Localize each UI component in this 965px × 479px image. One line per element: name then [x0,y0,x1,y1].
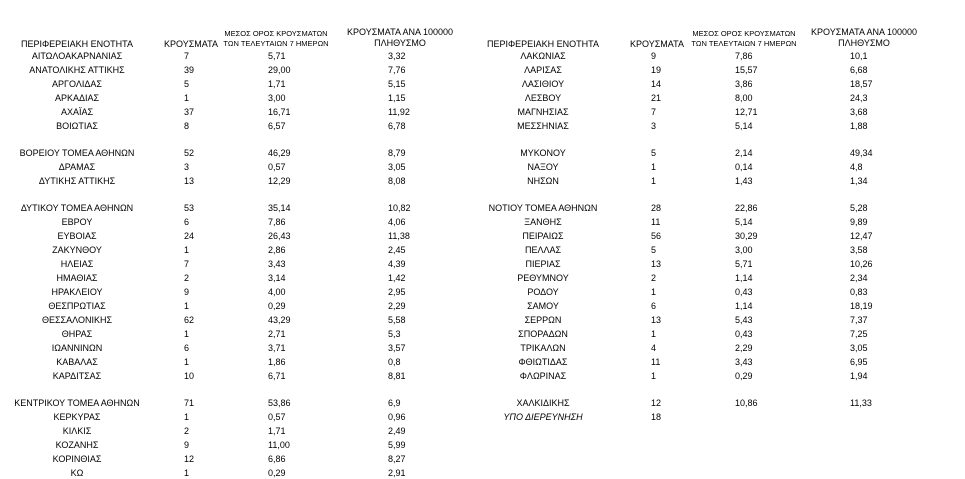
left-row-avg-cell: 3,00 [268,93,286,103]
right-row-avg-cell: 5,14 [735,121,753,131]
left-row-name-cell: ΔΥΤΙΚΟΥ ΤΟΜΕΑ ΑΘΗΝΩΝ [20,203,134,213]
right-row-name-cell: ΣΕΡΡΩΝ [524,315,562,325]
right-header-avg-line2: ΤΩΝ ΤΕΛΕΥΤΑΙΩΝ 7 ΗΜΕΡΩΝ [691,39,797,48]
right-row-per-cell: 3,58 [850,245,868,255]
right-header-avg [690,29,798,49]
right-row-name-cell: ΦΘΙΩΤΙΔΑΣ [518,357,568,367]
left-row-cases-cell: 52 [184,148,195,158]
left-row-per-cell: 8,27 [388,454,406,464]
right-row-per-cell: 6,95 [850,357,868,367]
left-row-cases-cell: 6 [184,217,190,227]
left-row-avg-cell: 46,29 [268,148,291,158]
left-row-cases-cell: 1 [184,301,190,311]
left-row-name-cell: ΚΑΒΑΛΑΣ [56,357,98,367]
left-row-per-cell: 1,42 [388,273,406,283]
left-row-name-cell: ΚΙΛΚΙΣ [62,426,92,436]
right-row-per-cell: 1,34 [850,176,868,186]
right-row-cases-cell: 13 [651,315,662,325]
left-row-avg-cell: 1,86 [268,357,286,367]
left-row-cases-cell: 1 [184,468,190,478]
left-row-cases-cell: 12 [184,454,195,464]
left-row-avg-cell: 43,29 [268,315,291,325]
right-row-cases-cell: 1 [651,162,657,172]
right-row-per-cell: 7,37 [850,315,868,325]
left-row-cases-cell: 3 [184,162,190,172]
right-row-avg-cell: 1,43 [735,176,753,186]
right-row-name-cell: ΝΑΞΟΥ [527,162,559,172]
right-row-avg-cell: 3,86 [735,79,753,89]
left-row-per-cell: 2,49 [388,426,406,436]
right-header-avg-line1: ΜΕΣΟΣ ΟΡΟΣ ΚΡΟΥΣΜΑΤΩΝ [692,29,796,38]
left-row-avg-cell: 0,29 [268,468,286,478]
right-row-cases-cell: 11 [651,357,661,367]
left-row-per-cell: 2,45 [388,245,406,255]
right-row-per-cell: 0,83 [850,287,868,297]
left-row-avg-cell: 2,71 [268,329,286,339]
left-row-avg-cell: 6,71 [268,371,286,381]
left-row-per-cell: 4,39 [388,259,406,269]
right-row-avg-cell: 1,14 [735,301,753,311]
left-row-per-cell: 5,58 [388,315,406,325]
left-row-name-cell: ΖΑΚΥΝΘΟΥ [52,245,102,255]
left-row-name-cell: ΕΥΒΟΙΑΣ [57,231,97,241]
left-row-per-cell: 8,79 [388,148,406,158]
left-row-cases-cell: 1 [184,329,190,339]
left-row-name-cell: ΑΧΑΪΑΣ [60,107,94,117]
left-header-per-line2: ΠΛΗΘΥΣΜΟ [374,38,426,48]
right-row-cases-cell: 1 [651,176,657,186]
right-row-cases-cell: 14 [651,79,662,89]
right-header-region: ΠΕΡΙΦΕΡΕΙΑΚΗ ΕΝΟΤΗΤΑ [486,39,600,49]
right-row-avg-cell: 10,86 [735,398,758,408]
left-header-avg-line1: ΜΕΣΟΣ ΟΡΟΣ ΚΡΟΥΣΜΑΤΩΝ [224,29,328,38]
left-row-per-cell: 10,82 [388,203,411,213]
right-header-cases: ΚΡΟΥΣΜΑΤΑ [630,39,684,49]
left-row-avg-cell: 4,00 [268,287,286,297]
right-row-cases-cell: 56 [651,231,662,241]
left-row-cases-cell: 71 [184,398,195,408]
right-row-name-cell: ΧΑΛΚΙΔΙΚΗΣ [516,398,570,408]
left-row-avg-cell: 3,14 [268,273,286,283]
right-row-per-cell: 24,3 [850,93,868,103]
right-row-cases-cell: 18 [651,412,662,422]
left-row-cases-cell: 1 [184,93,190,103]
left-row-name-cell: ΘΗΡΑΣ [61,329,93,339]
right-row-cases-cell: 21 [651,93,662,103]
left-row-cases-cell: 39 [184,65,195,75]
left-row-name-cell: ΑΙΤΩΛΟΑΚΑΡΝΑΝΙΑΣ [31,51,123,61]
right-row-name-cell: ΡΟΔΟΥ [527,287,559,297]
left-row-avg-cell: 3,71 [268,343,286,353]
left-row-per-cell: 11,38 [388,231,410,241]
left-row-per-cell: 11,92 [388,107,410,117]
right-row-name-cell: ΥΠΟ ΔΙΕΡΕΥΝΗΣΗ [503,412,583,422]
left-row-name-cell: ΚΟΖΑΝΗΣ [55,440,99,450]
right-row-name-cell: ΣΠΟΡΑΔΩΝ [518,329,568,339]
right-row-name-cell: ΝΟΤΙΟΥ ΤΟΜΕΑ ΑΘΗΝΩΝ [488,203,598,213]
left-row-per-cell: 0,8 [388,357,401,367]
right-row-avg-cell: 7,86 [735,51,753,61]
right-row-name-cell: ΠΙΕΡΙΑΣ [525,259,561,269]
right-row-cases-cell: 19 [651,65,662,75]
right-row-cases-cell: 1 [651,329,657,339]
left-header-region: ΠΕΡΙΦΕΡΕΙΑΚΗ ΕΝΟΤΗΤΑ [20,39,134,49]
right-header-per-line1: ΚΡΟΥΣΜΑΤΑ ΑΝΑ 100000 [811,27,917,37]
right-row-name-cell: ΣΑΜΟΥ [527,301,559,311]
left-header-cases: ΚΡΟΥΣΜΑΤΑ [164,39,218,49]
right-row-avg-cell: 8,00 [735,93,753,103]
left-row-avg-cell: 0,57 [268,162,286,172]
right-row-per-cell: 7,25 [850,329,868,339]
left-row-name-cell: ΚΩ [70,468,84,478]
right-row-avg-cell: 3,00 [735,245,753,255]
left-row-name-cell: ΚΕΡΚΥΡΑΣ [53,412,101,422]
right-row-name-cell: ΛΑΚΩΝΙΑΣ [520,51,566,61]
right-row-avg-cell: 3,43 [735,357,753,367]
left-row-avg-cell: 1,71 [268,426,286,436]
right-row-avg-cell: 22,86 [735,203,758,213]
left-row-avg-cell: 16,71 [268,107,291,117]
right-row-name-cell: ΝΗΣΩΝ [527,176,559,186]
left-row-name-cell: ΑΝΑΤΟΛΙΚΗΣ ΑΤΤΙΚΗΣ [29,65,125,75]
right-row-per-cell: 5,28 [850,203,868,213]
right-row-avg-cell: 15,57 [735,65,758,75]
right-row-cases-cell: 13 [651,259,662,269]
left-row-name-cell: ΚΕΝΤΡΙΚΟΥ ΤΟΜΕΑ ΑΘΗΝΩΝ [14,398,140,408]
left-row-cases-cell: 37 [184,107,195,117]
left-row-per-cell: 5,99 [388,440,406,450]
right-row-cases-cell: 3 [651,121,657,131]
left-header-per [342,27,458,49]
left-row-name-cell: ΘΕΣΣΑΛΟΝΙΚΗΣ [41,315,113,325]
left-row-name-cell: ΚΟΡΙΝΘΙΑΣ [52,454,102,464]
left-row-name-cell: ΑΡΚΑΔΙΑΣ [54,93,100,103]
right-row-name-cell: ΛΑΡΙΣΑΣ [524,65,562,75]
right-row-name-cell: ΛΕΣΒΟΥ [524,93,562,103]
left-row-cases-cell: 10 [184,371,195,381]
left-row-avg-cell: 26,43 [268,231,291,241]
right-row-per-cell: 4,8 [850,162,863,172]
left-row-per-cell: 6,9 [388,398,401,408]
left-row-name-cell: ΙΩΑΝΝΙΝΩΝ [51,343,103,353]
right-row-cases-cell: 7 [651,107,657,117]
left-row-cases-cell: 53 [184,203,195,213]
left-row-per-cell: 6,78 [388,121,406,131]
right-row-per-cell: 10,1 [850,51,868,61]
right-row-per-cell: 3,05 [850,343,868,353]
left-row-per-cell: 7,76 [388,65,406,75]
right-row-per-cell: 9,89 [850,217,868,227]
right-row-cases-cell: 1 [651,371,657,381]
right-row-name-cell: ΡΕΘΥΜΝΟΥ [517,273,569,283]
right-row-name-cell: ΜΑΓΝΗΣΙΑΣ [517,107,569,117]
right-row-cases-cell: 5 [651,148,657,158]
left-row-cases-cell: 13 [184,176,195,186]
left-row-name-cell: ΗΡΑΚΛΕΙΟΥ [51,287,103,297]
left-row-per-cell: 5,3 [388,329,401,339]
left-row-cases-cell: 5 [184,79,190,89]
left-row-avg-cell: 1,71 [268,79,286,89]
right-row-avg-cell: 12,71 [735,107,758,117]
left-row-cases-cell: 9 [184,440,190,450]
right-row-cases-cell: 5 [651,245,657,255]
right-row-avg-cell: 1,14 [735,273,753,283]
left-row-avg-cell: 6,86 [268,454,286,464]
right-row-per-cell: 49,34 [850,148,873,158]
right-row-cases-cell: 9 [651,51,657,61]
left-row-cases-cell: 6 [184,343,190,353]
right-row-name-cell: ΛΑΣΙΘΙΟΥ [521,79,565,89]
right-row-per-cell: 3,68 [850,107,868,117]
right-header-per-line2: ΠΛΗΘΥΣΜΟ [838,38,890,48]
left-row-avg-cell: 12,29 [268,176,291,186]
left-row-cases-cell: 8 [184,121,190,131]
left-row-per-cell: 8,81 [388,371,406,381]
right-row-avg-cell: 0,29 [735,371,753,381]
right-row-per-cell: 12,47 [850,231,873,241]
left-row-avg-cell: 11,00 [268,440,290,450]
right-row-per-cell: 6,68 [850,65,868,75]
right-row-per-cell: 18,19 [850,301,873,311]
left-row-name-cell: ΔΡΑΜΑΣ [58,162,96,172]
left-row-avg-cell: 5,71 [268,51,286,61]
left-row-per-cell: 8,08 [388,176,406,186]
right-row-per-cell: 1,94 [850,371,868,381]
right-row-avg-cell: 2,29 [735,343,753,353]
right-row-cases-cell: 6 [651,301,657,311]
right-row-cases-cell: 2 [651,273,657,283]
left-row-avg-cell: 29,00 [268,65,291,75]
left-row-name-cell: ΕΒΡΟΥ [61,217,93,227]
left-row-per-cell: 1,15 [388,93,406,103]
left-row-name-cell: ΘΕΣΠΡΩΤΙΑΣ [48,301,106,311]
left-row-avg-cell: 0,29 [268,301,286,311]
left-row-avg-cell: 7,86 [268,217,286,227]
right-header-per [806,27,922,49]
left-row-cases-cell: 7 [184,259,190,269]
left-row-per-cell: 2,95 [388,287,406,297]
right-row-avg-cell: 0,43 [735,329,753,339]
right-row-cases-cell: 11 [651,217,661,227]
right-row-name-cell: ΠΕΛΛΑΣ [524,245,562,255]
right-row-cases-cell: 4 [651,343,657,353]
left-row-per-cell: 3,57 [388,343,406,353]
left-row-name-cell: ΗΛΕΙΑΣ [60,259,94,269]
right-row-cases-cell: 1 [651,287,657,297]
right-row-name-cell: ΤΡΙΚΑΛΩΝ [520,343,566,353]
left-row-cases-cell: 24 [184,231,195,241]
right-row-name-cell: ΜΕΣΣΗΝΙΑΣ [517,121,569,131]
right-row-name-cell: ΠΕΙΡΑΙΩΣ [522,231,564,241]
left-row-name-cell: ΒΟΙΩΤΙΑΣ [56,121,98,131]
right-row-cases-cell: 12 [651,398,662,408]
right-row-avg-cell: 2,14 [735,148,753,158]
left-row-name-cell: ΔΥΤΙΚΗΣ ΑΤΤΙΚΗΣ [38,176,116,186]
left-row-cases-cell: 1 [184,412,190,422]
right-row-per-cell: 11,33 [850,398,872,408]
left-row-cases-cell: 1 [184,357,190,367]
left-row-per-cell: 2,29 [388,301,406,311]
right-row-avg-cell: 5,71 [735,259,753,269]
left-row-per-cell: 4,06 [388,217,406,227]
right-row-cases-cell: 28 [651,203,662,213]
left-row-cases-cell: 2 [184,273,190,283]
left-row-cases-cell: 62 [184,315,195,325]
left-row-name-cell: ΒΟΡΕΙΟΥ ΤΟΜΕΑ ΑΘΗΝΩΝ [19,148,135,158]
left-row-per-cell: 3,32 [388,51,406,61]
left-row-per-cell: 2,91 [388,468,406,478]
left-row-avg-cell: 6,57 [268,121,286,131]
right-row-name-cell: ΞΑΝΘΗΣ [524,217,562,227]
left-row-per-cell: 0,96 [388,412,406,422]
left-row-name-cell: ΑΡΓΟΛΙΔΑΣ [52,79,102,89]
right-row-avg-cell: 0,43 [735,287,753,297]
left-row-avg-cell: 35,14 [268,203,291,213]
left-row-cases-cell: 2 [184,426,190,436]
right-row-avg-cell: 0,14 [735,162,753,172]
left-row-avg-cell: 53,86 [268,398,291,408]
left-row-avg-cell: 2,86 [268,245,286,255]
left-header-avg-line2: ΤΩΝ ΤΕΛΕΥΤΑΙΩΝ 7 ΗΜΕΡΩΝ [223,39,329,48]
right-row-per-cell: 18,57 [850,79,873,89]
left-row-name-cell: ΚΑΡΔΙΤΣΑΣ [52,371,102,381]
right-row-avg-cell: 5,14 [735,217,753,227]
right-row-avg-cell: 30,29 [735,231,758,241]
left-header-avg [222,29,330,49]
right-row-per-cell: 10,26 [850,259,873,269]
right-row-per-cell: 1,88 [850,121,868,131]
right-row-per-cell: 2,34 [850,273,868,283]
left-row-cases-cell: 7 [184,51,190,61]
left-row-per-cell: 5,15 [388,79,406,89]
left-row-avg-cell: 3,43 [268,259,286,269]
left-row-per-cell: 3,05 [388,162,406,172]
left-header-per-line1: ΚΡΟΥΣΜΑΤΑ ΑΝΑ 100000 [347,27,453,37]
left-row-name-cell: ΗΜΑΘΙΑΣ [56,273,98,283]
right-row-name-cell: ΜΥΚΟΝΟΥ [520,148,566,158]
left-row-avg-cell: 0,57 [268,412,286,422]
left-row-cases-cell: 9 [184,287,190,297]
right-row-avg-cell: 5,43 [735,315,753,325]
left-row-cases-cell: 1 [184,245,190,255]
right-row-name-cell: ΦΛΩΡΙΝΑΣ [519,371,567,381]
